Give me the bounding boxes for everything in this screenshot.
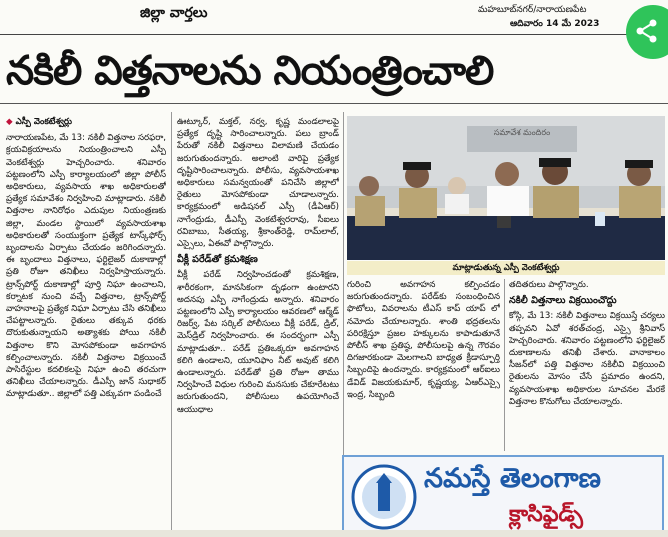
subheading-fake-seeds: నకిలీ విత్తనాలు విక్రయించొద్దు xyxy=(509,295,617,307)
bottom-strip xyxy=(0,530,668,537)
ad-subtitle: క్లాసిఫైడ్స్ xyxy=(509,501,583,527)
headline: నకిలీ విత్తనాలను నియంత్రించాలి xyxy=(6,47,494,94)
header-rule xyxy=(0,34,640,35)
byline-text: ఎస్పీ వెంకటేశ్వర్లు xyxy=(15,117,72,127)
edition-place: మహబూబ్‌నగర్/నారాయణపేట xyxy=(478,5,587,15)
paragraph: నారాయణపేట, మే 13: నకిలీ విత్తనాల సరఫరా, క్రయవిక్రయాలను నియంత్రించాలని ఎస్పీ వెంకటేశ్వర్లు హెచ్చరించారు. శనివారం పట్టణంలోని ఎస్పీ కార్యాలయంలో జిల్లా పోలీస్ అధికారులు, వ్యవసాయ శాఖ అధికారులతో ప్రత్యేక సమావేశం నిర్వహించి మాట్లాడారు. నకిలీ విత్తనాల నానిరోధం ఎదుపుల నియంత్రణకు జిల్లా, మండల స్థాయిలో వ్యవసాయశాఖ అధికారులతో సంయుక్తంగా ప్రత్యేక టాస్క్‌ఫోర్స్ బృందాలను ఏర్పాటు చేయడం జరిగిందన్నారు. ఈ బృందాలు విత్తనాలు, ఫర్టిలైజర్ దుకాణాల్లో ప్రతి రోజూ తనిఖీలు నిర్వహిస్తాయన్నారు. ట్రాన్స్‌పోర్ట్ దుకాణాల్లో పూర్తి నిఘా ఉంచాలని, కర్నాటక నుంచి వచ్చే విత్తనాల, ట్రాన్స్‌పోర్ట్ వాహనాలపై ప్రత్యేక నిఘా ఏర్పాటు చేసి తనిఖీలు చేపట్టాలన్నారు. రైతులు తక్కువ ధరకు దొరుకుతున్నాయని అత్యాశకు పోయి నకిలీ విత్తనాల కొని మోసపోకుండా అవగాహన కల్పించాలన్నారు. నకిలీ విత్తనాల విక్రయించే పాసిరేస్టుల కదలికలపై నిఘా ఉంచి తరచుగా తనిఖీలు చేయాలన్నారు. డీఎస్పీ జాన్ సుధాకర్ మాట్లాడుతూ.. జిల్లాలో పత్తి ఎక్కువగా పండించే xyxy=(6,133,166,400)
classifieds-ad[interactable] xyxy=(342,455,664,537)
ad-title: నమస్తే తెలంగాణ xyxy=(424,463,601,494)
classifieds-seal-icon xyxy=(351,461,417,533)
article-column-3 xyxy=(347,279,500,451)
page-header xyxy=(0,0,668,36)
headline-rule xyxy=(0,103,668,104)
bullet-icon: ◆ xyxy=(6,117,13,127)
paragraph: కోస్గి, మే 13: నకిలీ విత్తనాలు విక్రయిస్తే చర్యలు తప్పవని ఏవో శరత్‌చంద్ర, ఎస్సై శ్రీనివాస్ హెచ్చరించారు. శనివారం పట్టణంలోని ఫర్టిలైజర్ దుకాణాలను తనిఖీ చేశారు. వానాకాలం సీజన్‌లో పత్తి విత్తనాల నకిలీవి విక్రయించి రైతులను మోసం చేసే ప్రమాదం ఉందని, వ్యవసాయశాఖ అధికారుల సూచనల మేరకే విత్తనాల కొనుగోలు చేయాలన్నారు. xyxy=(509,311,665,407)
paragraph: గురించి అవగాహన కల్పించడం జరుగుతుందన్నారు. పరేడ్‌కు సంబంధించిన ఫొటోలు, వివరాలను టీఎస్ కాప్ యాప్ లో నమోదు చేయాలన్నారు. శాంతి భద్రతలను పరిరక్షిస్తూ ప్రజల హక్కులను కాపాడుతూనే పోలీస్ శాఖ ప్రతిష్ఠ, పోలీసులపై ఉన్న గౌరవం దిగజారకుండా మెలగాలని బాధ్యత క్రీడాస్ఫూర్తి సిబ్బందిపై ఉందన్నారు. కార్యక్రమంలో ఆర్‌ఐలు డేవిడ్ విజయకుమార్, కృష్ణయ్య, ఏఆర్ఎస్సై ఇంద్ర, సిబ్బంది xyxy=(347,280,500,400)
paragraph: తదితరులు పాల్గొన్నారు. xyxy=(509,280,589,290)
byline xyxy=(6,116,166,128)
article-column-2 xyxy=(177,116,339,528)
photo-banner-text: సమావేశ మందిరం xyxy=(493,128,551,137)
column-divider xyxy=(504,279,505,451)
paragraph: ఊట్కూర్, మక్తల్, నర్వ, కృష్ణ మండలాలపై ప్రత్యేక దృష్టి సారించాలన్నారు. పలు బ్రాండ్ పేరుతో నకిలీ విత్తనాలు విలామణి చేయడం జరుగుతుందన్నారు. అలాంటి వారిపై ప్రత్యేక దృష్టిసారించాలన్నారు. పోలీసు, వ్యవసాయశాఖ అధికారులు సమన్వయంతో పనిచేసి జిల్లాలో రైతులు మోసపోకుండా చూడాలన్నారు. కార్యక్రమంలో అడిషనల్ ఎస్పీ (డీఏఆర్) నాగేంద్రుడు, డీఎస్పీ వెంకటేశ్వరరావు, సీఐలు రవిబాబు, సీతయ్య, శ్రీకాంత్‌రెడ్డి, రామ్‌లాల్, ఎస్సైలు, ఏఈవో పాల్గొన్నారు. xyxy=(177,117,339,250)
article-column-1 xyxy=(6,116,166,528)
subheading-weekly-parade: వీక్లీ పరేడ్‌తో క్రమశిక్షణ xyxy=(177,254,258,266)
article-column-4 xyxy=(509,279,665,451)
paragraph: వీక్లీ పరేడ్ నిర్వహించడంతో క్రమశిక్షణ, శారీరకంగా, మానసికంగా దృఢంగా ఉంటారని అదనపు ఎస్పీ నాగేంద్రుడు అన్నారు. శనివారం పట్టణంలోని ఎస్పీ కార్యాలయం ఆవరణలో ఆర్మ్‌డ్ రిజర్వ్, పేట సర్కిల్ పోలీసులు వీక్లీ పరేడ్, డ్రిల్, మెస్‌డ్రిల్ నిర్వహించారు. ఈ సందర్భంగా ఎస్పీ మాట్లాడుతూ.. పరేడ్ ప్రతిఒక్కరూ అవగాహన కలిగి ఉండాలని, యూనిఫాం నీట్ అవుట్ కలిగి ఉండాలన్నారు. పరేడ్‌తో ప్రతి రోజూ తాము నిర్వహించే విధుల గురించి మనసుకు చేకూరేటటు జరుగుతుందని, పోలీసులు ఉపయోగించే ఆయుధాల xyxy=(177,270,339,415)
column-divider xyxy=(171,112,172,530)
section-title: జిల్లా వార్తలు xyxy=(140,5,208,21)
edition-date: ఆదివారం 14 మే 2023 xyxy=(510,19,600,29)
news-photo xyxy=(347,116,665,260)
photo-caption: మాట్లాడుతున్న ఎస్పీ వెంకటేశ్వర్లు xyxy=(347,261,665,275)
